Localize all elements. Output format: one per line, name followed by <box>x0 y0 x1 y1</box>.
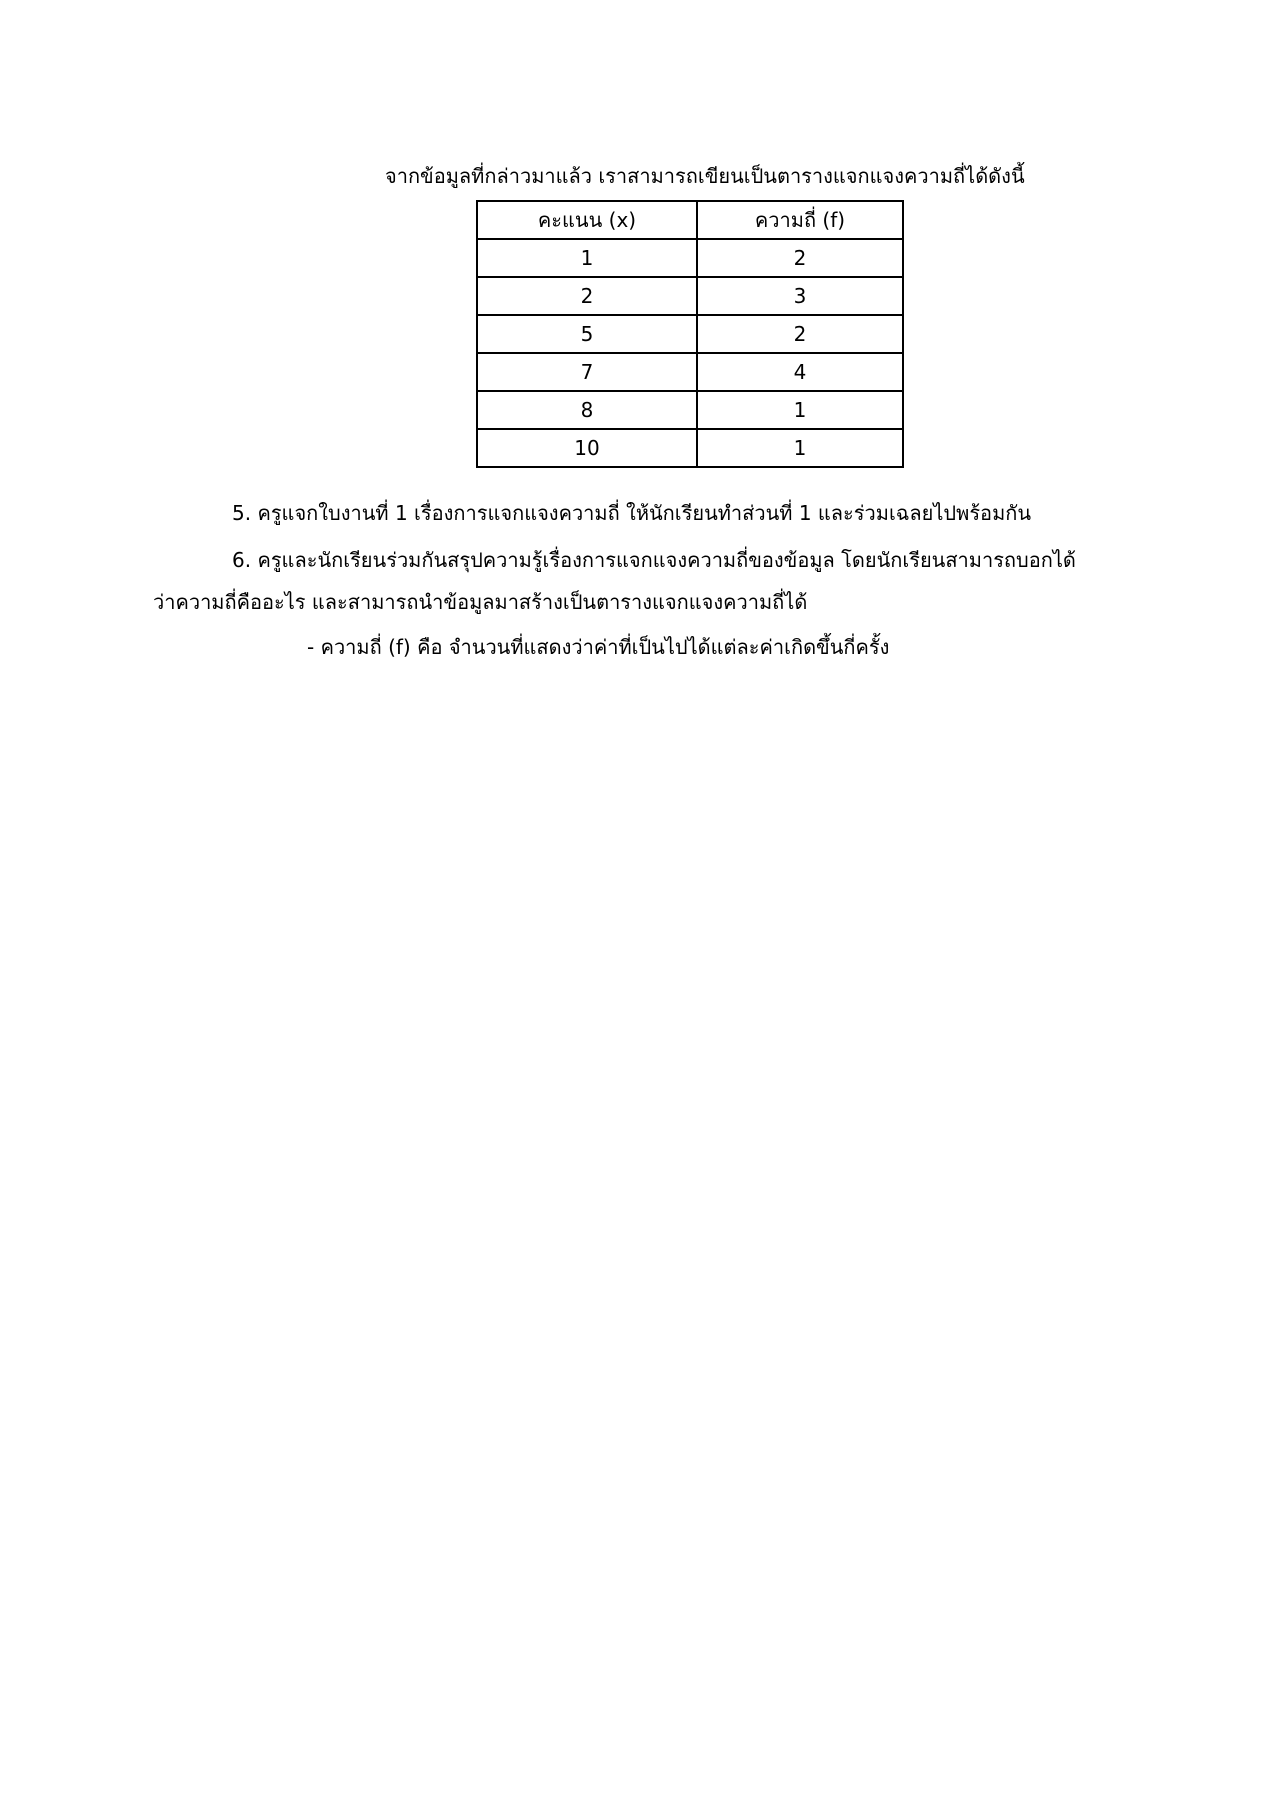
frequency-cell: 1 <box>697 391 903 429</box>
header-frequency: ความถี่ (f) <box>697 201 903 239</box>
table-row <box>477 239 903 277</box>
score-cell: 8 <box>477 391 697 429</box>
frequency-cell: 4 <box>697 353 903 391</box>
frequency-cell: 2 <box>697 315 903 353</box>
frequency-table <box>476 200 904 468</box>
step-6-paragraph-line-1: 6. ครูและนักเรียนร่วมกันสรุปความรู้เรื่องการแจกแจงความถี่ของข้อมูล โดยนักเรียนสามารถบอกได้ <box>232 548 1076 572</box>
step-6-paragraph-line-2: ว่าความถี่คืออะไร และสามารถนำข้อมูลมาสร้างเป็นตารางแจกแจงความถี่ได้ <box>153 590 808 614</box>
frequency-definition: - ความถี่ (f) คือ จำนวนที่แสดงว่าค่าที่เป็นไปได้แต่ละค่าเกิดขึ้นกี่ครั้ง <box>307 635 890 659</box>
score-cell: 10 <box>477 429 697 467</box>
table-row <box>477 353 903 391</box>
score-cell: 2 <box>477 277 697 315</box>
header-score: คะแนน (x) <box>477 201 697 239</box>
table-row <box>477 315 903 353</box>
intro-paragraph: จากข้อมูลที่กล่าวมาแล้ว เราสามารถเขียนเป็นตารางแจกแจงความถี่ได้ดังนี้ <box>385 164 1025 188</box>
step-5-paragraph: 5. ครูแจกใบงานที่ 1 เรื่องการแจกแจงความถี่ ให้นักเรียนทำส่วนที่ 1 และร่วมเฉลยไปพร้อมกัน <box>232 501 1032 525</box>
frequency-cell: 3 <box>697 277 903 315</box>
score-cell: 5 <box>477 315 697 353</box>
score-cell: 1 <box>477 239 697 277</box>
frequency-cell: 2 <box>697 239 903 277</box>
table-row <box>477 429 903 467</box>
table-header-row <box>477 201 903 239</box>
frequency-cell: 1 <box>697 429 903 467</box>
table-row <box>477 277 903 315</box>
table-row <box>477 391 903 429</box>
score-cell: 7 <box>477 353 697 391</box>
